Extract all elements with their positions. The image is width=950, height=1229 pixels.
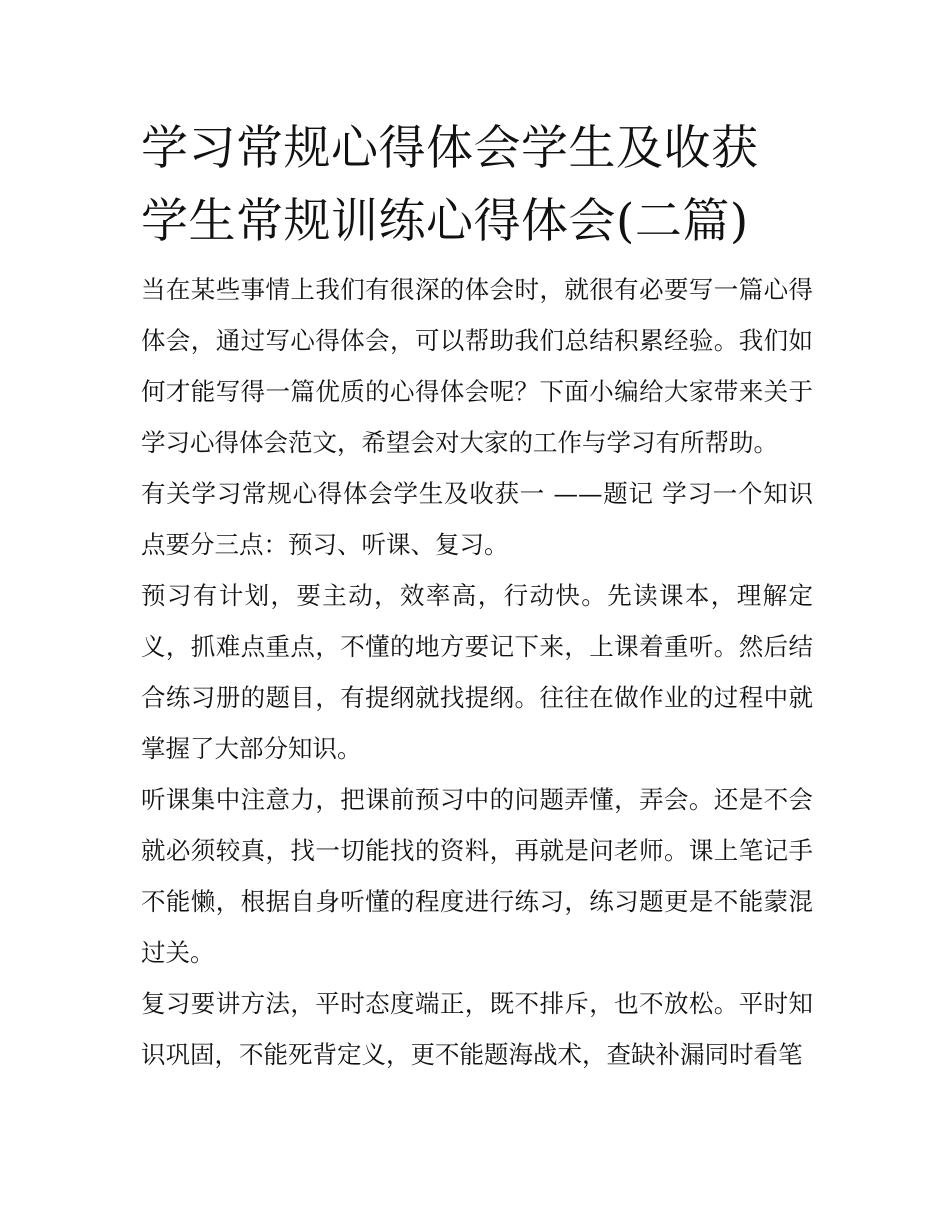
paragraph-intro: 当在某些事情上我们有很深的体会时，就很有必要写一篇心得体会，通过写心得体会，可以帮助我们总结积累经验。我们如何才能写得一篇优质的心得体会呢？下面小编给大家带来关于学习心得体会范文，希望会对大家的工作与学习有所帮助。 [141, 275, 813, 457]
paragraph-epigraph: 有关学习常规心得体会学生及收获一 ——题记 学习一个知识点要分三点：预习、听课、复习。 [141, 479, 813, 559]
document-title [141, 112, 813, 258]
paragraph-preview: 预习有计划，要主动，效率高，行动快。先读课本，理解定义，抓难点重点，不懂的地方要记下来，上课着重听。然后结合练习册的题目，有提纲就找提纲。往往在做作业的过程中就掌握了大部分知识。 [141, 581, 813, 763]
document-body [141, 264, 813, 1080]
document-content [141, 112, 813, 1080]
paragraph-review: 复习要讲方法，平时态度端正，既不排斥，也不放松。平时知识巩固，不能死背定义，更不能题海战术，查缺补漏同时看笔 [141, 989, 813, 1069]
title-line-1: 学习常规心得体会学生及收获 [141, 121, 759, 176]
title-line-2: 学生常规训练心得体会(二篇) [141, 194, 749, 249]
paragraph-listening: 听课集中注意力，把课前预习中的问题弄懂，弄会。还是不会就必须较真，找一切能找的资料，再就是问老师。课上笔记手不能懒，根据自身听懂的程度进行练习，练习题更是不能蒙混过关。 [141, 785, 813, 967]
